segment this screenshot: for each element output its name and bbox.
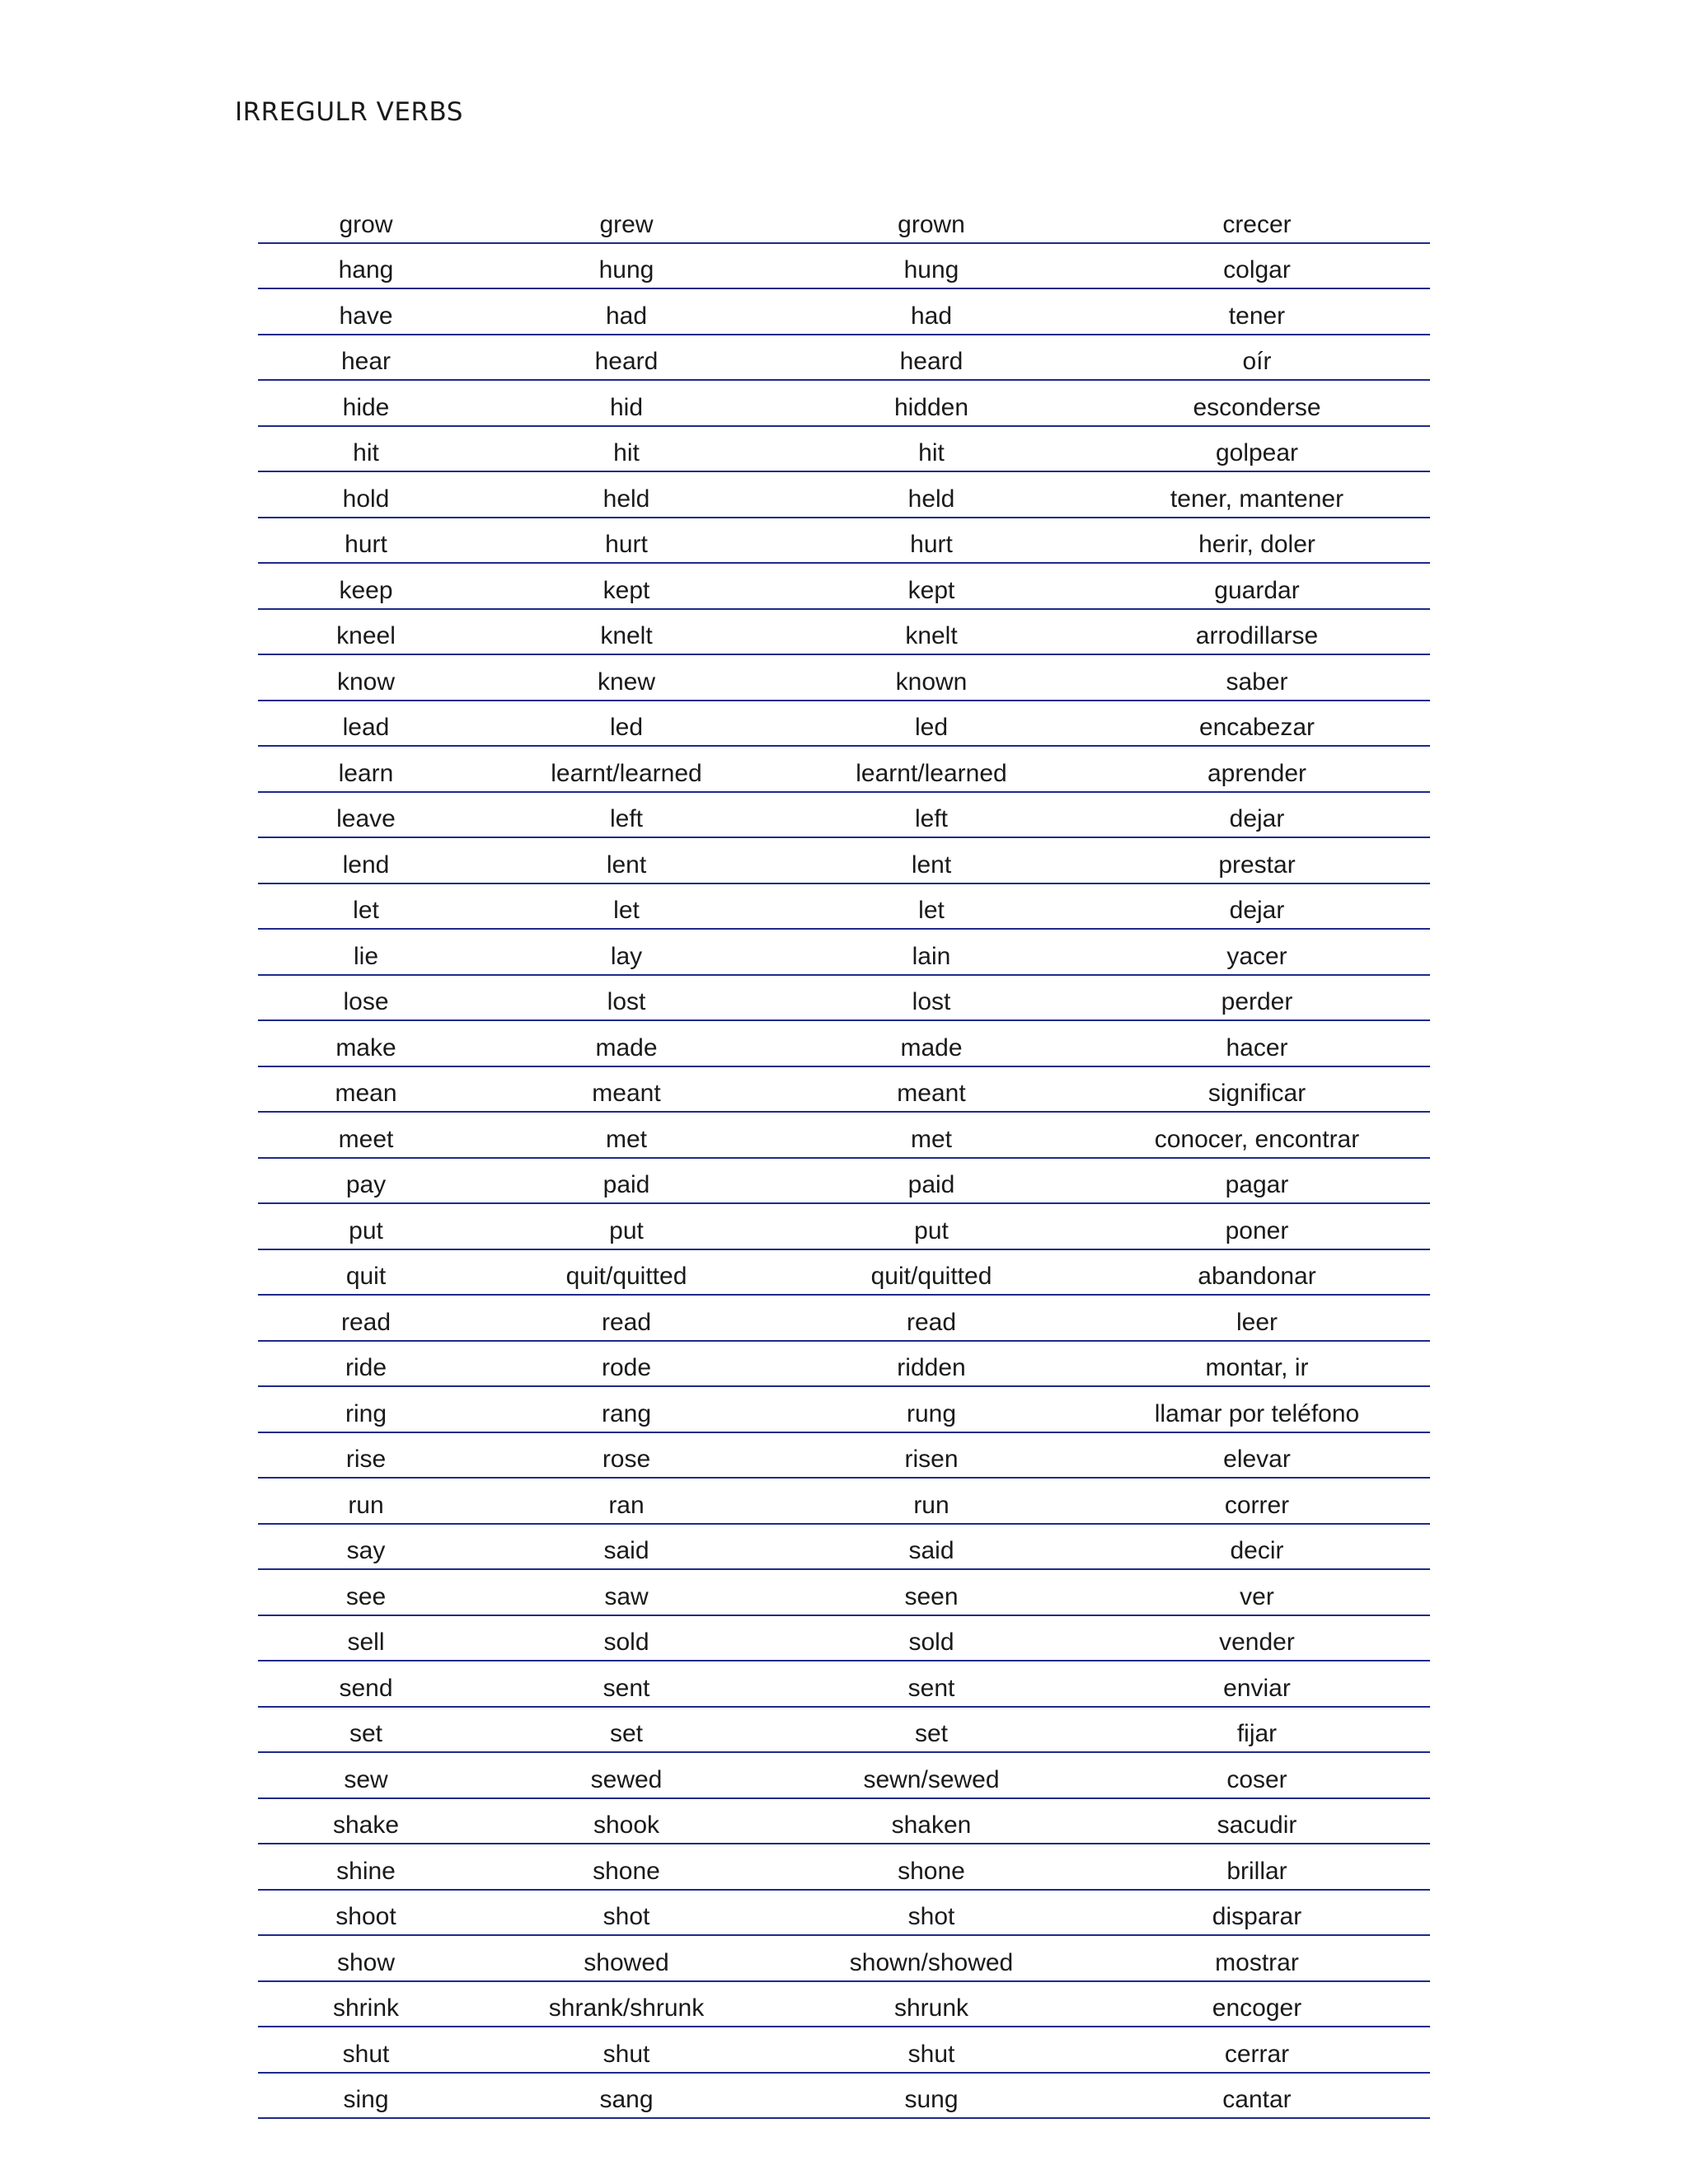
past-simple-cell: grew [474, 198, 779, 243]
base-form-cell: say [258, 1524, 474, 1570]
spanish-translation-cell: tener [1084, 288, 1430, 335]
table-row [258, 1203, 1430, 1249]
past-participle-cell: shut [779, 2027, 1084, 2073]
page-title: IRREGULR VERBS [235, 97, 463, 127]
base-form-cell: kneel [258, 609, 474, 655]
spanish-translation-cell: yacer [1084, 929, 1430, 975]
table-row [258, 1890, 1430, 1936]
base-form-cell: lie [258, 929, 474, 975]
spanish-translation-cell: significar [1084, 1066, 1430, 1113]
base-form-cell: hear [258, 335, 474, 381]
past-participle-cell: shot [779, 1890, 1084, 1936]
base-form-cell: see [258, 1569, 474, 1615]
base-form-cell: sew [258, 1752, 474, 1798]
table-row [258, 1798, 1430, 1844]
past-participle-cell: held [779, 471, 1084, 518]
base-form-cell: show [258, 1935, 474, 1981]
past-participle-cell: seen [779, 1569, 1084, 1615]
spanish-translation-cell: cerrar [1084, 2027, 1430, 2073]
spanish-translation-cell: sacudir [1084, 1798, 1430, 1844]
table-row [258, 1341, 1430, 1387]
past-simple-cell: showed [474, 1935, 779, 1981]
table-row [258, 929, 1430, 975]
spanish-translation-cell: esconderse [1084, 380, 1430, 426]
past-participle-cell: hidden [779, 380, 1084, 426]
base-form-cell: shake [258, 1798, 474, 1844]
past-simple-cell: had [474, 288, 779, 335]
past-simple-cell: hurt [474, 518, 779, 564]
base-form-cell: hit [258, 426, 474, 472]
table-row [258, 1020, 1430, 1066]
base-form-cell: shoot [258, 1890, 474, 1936]
spanish-translation-cell: encabezar [1084, 701, 1430, 747]
base-form-cell: run [258, 1478, 474, 1524]
base-form-cell: ride [258, 1341, 474, 1387]
table-row [258, 1524, 1430, 1570]
past-participle-cell: grown [779, 198, 1084, 243]
past-participle-cell: ridden [779, 1341, 1084, 1387]
table-row [258, 2027, 1430, 2073]
spanish-translation-cell: perder [1084, 975, 1430, 1021]
table-row [258, 837, 1430, 883]
past-participle-cell: run [779, 1478, 1084, 1524]
spanish-translation-cell: conocer, encontrar [1084, 1112, 1430, 1158]
table-row [258, 1661, 1430, 1707]
table-row [258, 975, 1430, 1021]
table-row [258, 1432, 1430, 1479]
spanish-translation-cell: llamar por teléfono [1084, 1386, 1430, 1432]
past-simple-cell: rose [474, 1432, 779, 1479]
past-participle-cell: knelt [779, 609, 1084, 655]
past-simple-cell: meant [474, 1066, 779, 1113]
base-form-cell: rise [258, 1432, 474, 1479]
past-simple-cell: sold [474, 1615, 779, 1661]
past-simple-cell: let [474, 883, 779, 930]
base-form-cell: lead [258, 701, 474, 747]
past-simple-cell: kept [474, 563, 779, 609]
past-simple-cell: knew [474, 654, 779, 701]
spanish-translation-cell: montar, ir [1084, 1341, 1430, 1387]
table-row [258, 609, 1430, 655]
past-simple-cell: led [474, 701, 779, 747]
base-form-cell: hide [258, 380, 474, 426]
spanish-translation-cell: correr [1084, 1478, 1430, 1524]
table-row [258, 335, 1430, 381]
past-participle-cell: shaken [779, 1798, 1084, 1844]
past-simple-cell: knelt [474, 609, 779, 655]
base-form-cell: hang [258, 243, 474, 289]
spanish-translation-cell: oír [1084, 335, 1430, 381]
base-form-cell: lend [258, 837, 474, 883]
past-simple-cell: paid [474, 1158, 779, 1204]
spanish-translation-cell: arrodillarse [1084, 609, 1430, 655]
spanish-translation-cell: enviar [1084, 1661, 1430, 1707]
table-row [258, 1478, 1430, 1524]
table-row [258, 288, 1430, 335]
spanish-translation-cell: vender [1084, 1615, 1430, 1661]
past-participle-cell: sewn/sewed [779, 1752, 1084, 1798]
past-participle-cell: learnt/learned [779, 746, 1084, 792]
past-simple-cell: shone [474, 1844, 779, 1890]
past-simple-cell: shrank/shrunk [474, 1981, 779, 2027]
table-row [258, 198, 1430, 243]
table-row [258, 654, 1430, 701]
spanish-translation-cell: dejar [1084, 792, 1430, 838]
past-participle-cell: meant [779, 1066, 1084, 1113]
spanish-translation-cell: colgar [1084, 243, 1430, 289]
past-participle-cell: hung [779, 243, 1084, 289]
spanish-translation-cell: herir, doler [1084, 518, 1430, 564]
spanish-translation-cell: disparar [1084, 1890, 1430, 1936]
past-participle-cell: paid [779, 1158, 1084, 1204]
table-row [258, 518, 1430, 564]
past-participle-cell: let [779, 883, 1084, 930]
past-simple-cell: ran [474, 1478, 779, 1524]
table-row [258, 701, 1430, 747]
past-participle-cell: quit/quitted [779, 1249, 1084, 1296]
table-row [258, 1569, 1430, 1615]
past-simple-cell: shut [474, 2027, 779, 2073]
spanish-translation-cell: hacer [1084, 1020, 1430, 1066]
verb-table-body [258, 198, 1430, 2118]
spanish-translation-cell: tener, mantener [1084, 471, 1430, 518]
spanish-translation-cell: poner [1084, 1203, 1430, 1249]
spanish-translation-cell: decir [1084, 1524, 1430, 1570]
spanish-translation-cell: aprender [1084, 746, 1430, 792]
base-form-cell: set [258, 1707, 474, 1753]
past-simple-cell: shot [474, 1890, 779, 1936]
table-row [258, 1935, 1430, 1981]
table-row [258, 1981, 1430, 2027]
past-simple-cell: met [474, 1112, 779, 1158]
past-participle-cell: rung [779, 1386, 1084, 1432]
base-form-cell: keep [258, 563, 474, 609]
past-participle-cell: lent [779, 837, 1084, 883]
spanish-translation-cell: encoger [1084, 1981, 1430, 2027]
spanish-translation-cell: saber [1084, 654, 1430, 701]
past-participle-cell: sung [779, 2073, 1084, 2119]
table-row [258, 2073, 1430, 2119]
base-form-cell: quit [258, 1249, 474, 1296]
past-participle-cell: hurt [779, 518, 1084, 564]
past-simple-cell: shook [474, 1798, 779, 1844]
past-simple-cell: rode [474, 1341, 779, 1387]
past-simple-cell: saw [474, 1569, 779, 1615]
base-form-cell: sell [258, 1615, 474, 1661]
table-row [258, 1707, 1430, 1753]
base-form-cell: shine [258, 1844, 474, 1890]
past-simple-cell: lay [474, 929, 779, 975]
past-simple-cell: held [474, 471, 779, 518]
past-simple-cell: set [474, 1707, 779, 1753]
spanish-translation-cell: prestar [1084, 837, 1430, 883]
spanish-translation-cell: mostrar [1084, 1935, 1430, 1981]
past-participle-cell: heard [779, 335, 1084, 381]
base-form-cell: hurt [258, 518, 474, 564]
base-form-cell: ring [258, 1386, 474, 1432]
spanish-translation-cell: crecer [1084, 198, 1430, 243]
table-row [258, 883, 1430, 930]
table-row [258, 1386, 1430, 1432]
base-form-cell: shrink [258, 1981, 474, 2027]
past-participle-cell: lain [779, 929, 1084, 975]
past-simple-cell: hid [474, 380, 779, 426]
table-row [258, 1615, 1430, 1661]
past-simple-cell: heard [474, 335, 779, 381]
table-row [258, 1752, 1430, 1798]
spanish-translation-cell: fijar [1084, 1707, 1430, 1753]
spanish-translation-cell: coser [1084, 1752, 1430, 1798]
base-form-cell: shut [258, 2027, 474, 2073]
past-participle-cell: lost [779, 975, 1084, 1021]
spanish-translation-cell: brillar [1084, 1844, 1430, 1890]
past-simple-cell: made [474, 1020, 779, 1066]
past-participle-cell: risen [779, 1432, 1084, 1479]
past-simple-cell: learnt/learned [474, 746, 779, 792]
base-form-cell: have [258, 288, 474, 335]
table-row [258, 1112, 1430, 1158]
past-participle-cell: shone [779, 1844, 1084, 1890]
base-form-cell: send [258, 1661, 474, 1707]
spanish-translation-cell: guardar [1084, 563, 1430, 609]
past-participle-cell: shrunk [779, 1981, 1084, 2027]
spanish-translation-cell: elevar [1084, 1432, 1430, 1479]
base-form-cell: make [258, 1020, 474, 1066]
past-simple-cell: lent [474, 837, 779, 883]
base-form-cell: read [258, 1295, 474, 1341]
past-simple-cell: left [474, 792, 779, 838]
base-form-cell: lose [258, 975, 474, 1021]
past-simple-cell: sent [474, 1661, 779, 1707]
base-form-cell: mean [258, 1066, 474, 1113]
past-participle-cell: led [779, 701, 1084, 747]
base-form-cell: pay [258, 1158, 474, 1204]
spanish-translation-cell: golpear [1084, 426, 1430, 472]
spanish-translation-cell: ver [1084, 1569, 1430, 1615]
past-simple-cell: sang [474, 2073, 779, 2119]
past-participle-cell: met [779, 1112, 1084, 1158]
base-form-cell: grow [258, 198, 474, 243]
past-simple-cell: hung [474, 243, 779, 289]
base-form-cell: put [258, 1203, 474, 1249]
spanish-translation-cell: leer [1084, 1295, 1430, 1341]
past-participle-cell: hit [779, 426, 1084, 472]
table-row [258, 380, 1430, 426]
spanish-translation-cell: pagar [1084, 1158, 1430, 1204]
table-row [258, 746, 1430, 792]
verb-table [258, 198, 1430, 2119]
past-participle-cell: read [779, 1295, 1084, 1341]
table-row [258, 1295, 1430, 1341]
table-row [258, 792, 1430, 838]
past-simple-cell: rang [474, 1386, 779, 1432]
past-simple-cell: hit [474, 426, 779, 472]
past-participle-cell: made [779, 1020, 1084, 1066]
base-form-cell: leave [258, 792, 474, 838]
past-simple-cell: said [474, 1524, 779, 1570]
past-simple-cell: put [474, 1203, 779, 1249]
past-participle-cell: sent [779, 1661, 1084, 1707]
table-row [258, 1844, 1430, 1890]
base-form-cell: learn [258, 746, 474, 792]
table-row [258, 563, 1430, 609]
base-form-cell: sing [258, 2073, 474, 2119]
table-row [258, 243, 1430, 289]
table-row [258, 1249, 1430, 1296]
past-participle-cell: kept [779, 563, 1084, 609]
base-form-cell: know [258, 654, 474, 701]
past-participle-cell: had [779, 288, 1084, 335]
base-form-cell: let [258, 883, 474, 930]
past-participle-cell: set [779, 1707, 1084, 1753]
past-participle-cell: shown/showed [779, 1935, 1084, 1981]
spanish-translation-cell: abandonar [1084, 1249, 1430, 1296]
base-form-cell: hold [258, 471, 474, 518]
spanish-translation-cell: cantar [1084, 2073, 1430, 2119]
table-row [258, 1066, 1430, 1113]
past-participle-cell: said [779, 1524, 1084, 1570]
table-row [258, 426, 1430, 472]
table-row [258, 471, 1430, 518]
past-simple-cell: quit/quitted [474, 1249, 779, 1296]
table-row [258, 1158, 1430, 1204]
past-simple-cell: read [474, 1295, 779, 1341]
past-participle-cell: left [779, 792, 1084, 838]
past-simple-cell: lost [474, 975, 779, 1021]
past-participle-cell: known [779, 654, 1084, 701]
base-form-cell: meet [258, 1112, 474, 1158]
past-participle-cell: sold [779, 1615, 1084, 1661]
past-simple-cell: sewed [474, 1752, 779, 1798]
past-participle-cell: put [779, 1203, 1084, 1249]
spanish-translation-cell: dejar [1084, 883, 1430, 930]
